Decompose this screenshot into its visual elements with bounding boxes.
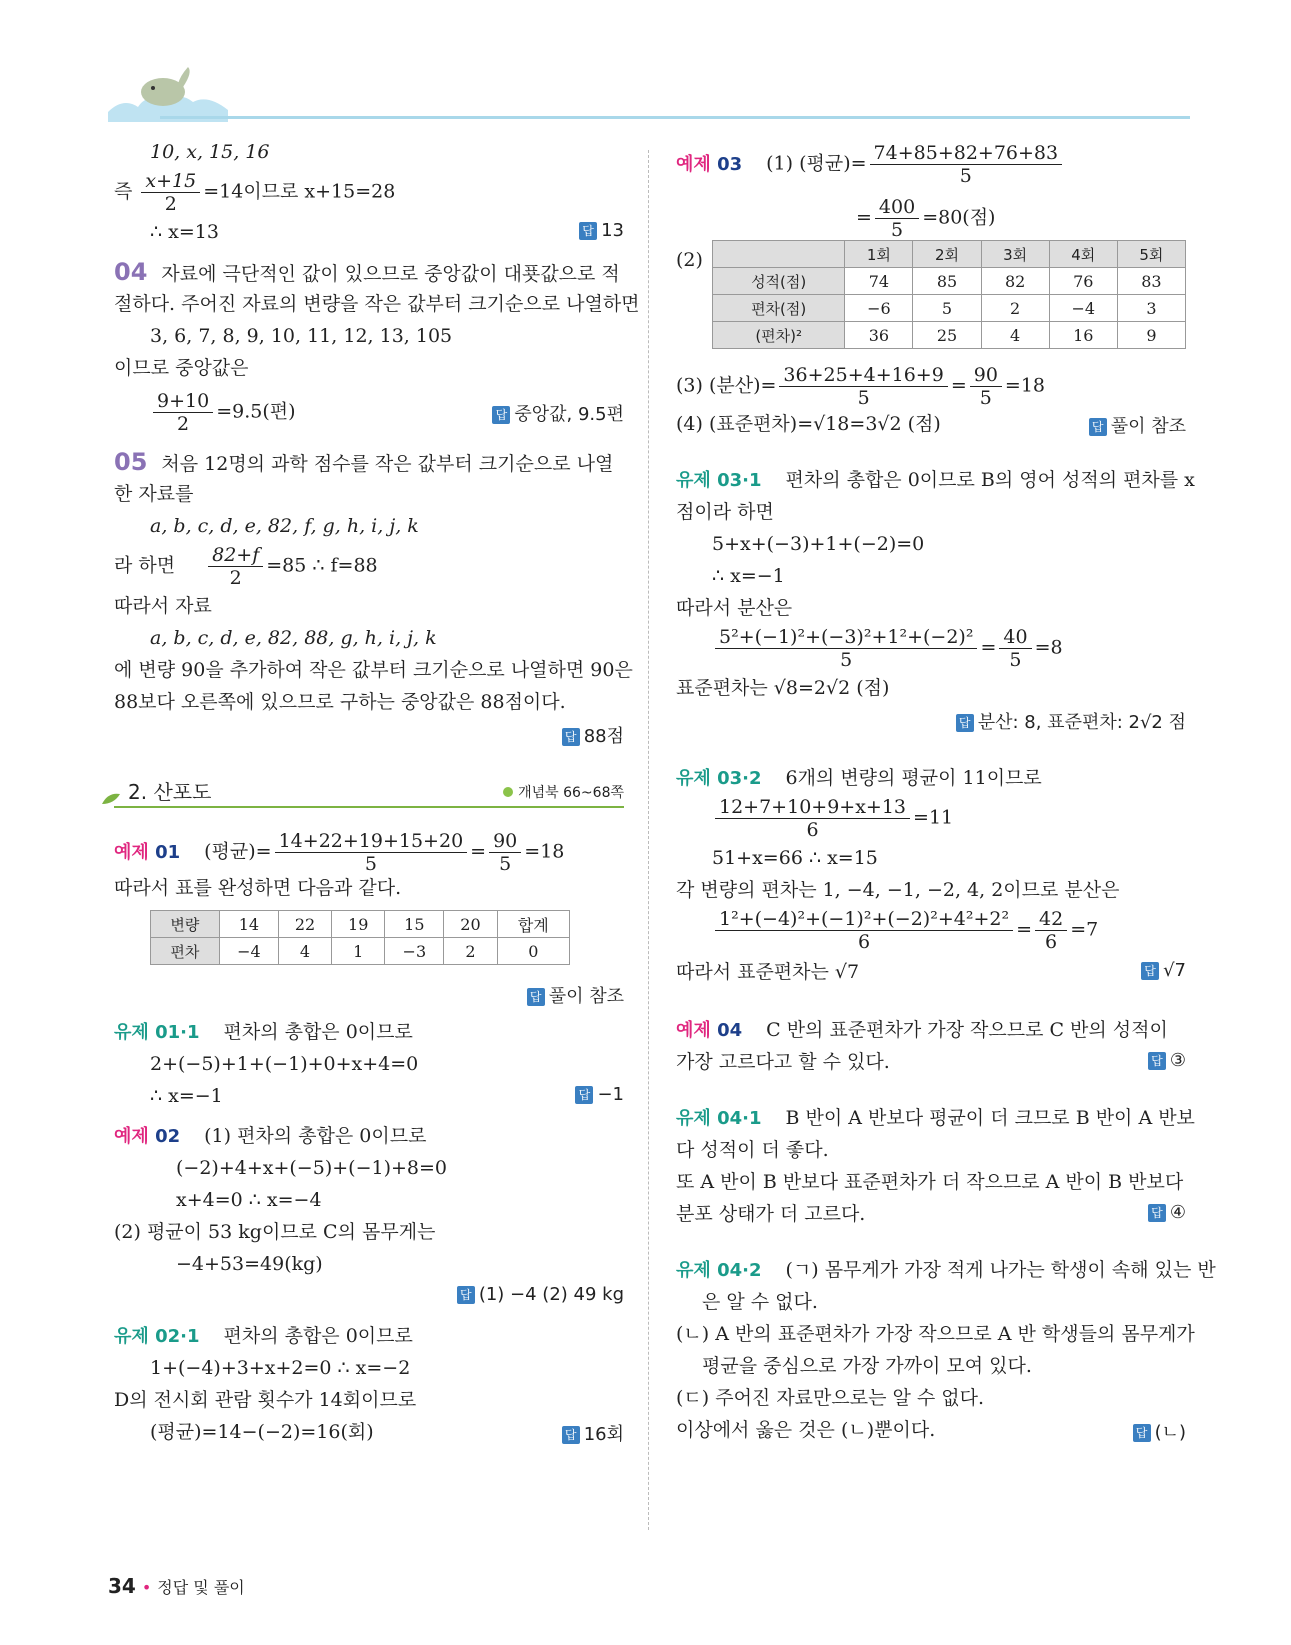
table-cell: 15 xyxy=(385,911,444,938)
formula-line xyxy=(712,626,1063,671)
numerator: 400 xyxy=(875,196,919,219)
text-line: 이므로 중앙값은 xyxy=(114,357,249,379)
table-cell: 1회 xyxy=(845,241,913,268)
answer-label xyxy=(1148,1202,1186,1223)
answer-text: (1) −4 (2) 49 kg xyxy=(478,1284,624,1305)
formula-line xyxy=(676,364,1045,409)
label-number: 01·1 xyxy=(155,1022,200,1043)
text: 즉 xyxy=(114,180,133,203)
text: C 반의 표준편차가 가장 작으므로 C 반의 성적이 xyxy=(766,1019,1168,1041)
answer-label xyxy=(562,722,624,748)
exercise-label xyxy=(676,470,761,491)
text: =9.5(편) xyxy=(216,400,296,423)
text-line: ∴ x=13 xyxy=(150,221,219,243)
table-cell: 14 xyxy=(219,911,278,938)
table-cell: 85 xyxy=(913,268,981,295)
problem-number: 05 xyxy=(114,448,148,476)
table-cell: 19 xyxy=(332,911,385,938)
denominator: 2 xyxy=(164,193,177,215)
table-cell: 74 xyxy=(845,268,913,295)
answer-label xyxy=(1089,412,1186,438)
label-number: 03 xyxy=(717,153,743,175)
fraction xyxy=(489,830,521,875)
answer-text: 분산: 8, 표준편차: 2√2 점 xyxy=(977,712,1186,733)
exercise-02-1 xyxy=(114,1324,413,1349)
numerator: 42 xyxy=(1035,908,1067,931)
section-reference xyxy=(503,782,624,802)
exercise-label xyxy=(114,1022,199,1043)
numerator: 82+f xyxy=(208,544,263,567)
label-prefix: 유제 xyxy=(676,1260,711,1281)
table-row xyxy=(713,268,1186,295)
text: =18 xyxy=(524,840,565,863)
formula-line xyxy=(712,908,1098,953)
answer-text: 풀이 참조 xyxy=(1110,416,1186,437)
table-cell: −4 xyxy=(1049,295,1117,322)
exercise-03-1 xyxy=(676,468,1195,493)
answer-text: √7 xyxy=(1163,960,1186,981)
answer-label xyxy=(579,220,624,241)
answer-badge-icon: 답 xyxy=(579,222,597,240)
answer-label xyxy=(492,400,624,426)
denominator: 6 xyxy=(806,819,819,841)
formula-line xyxy=(150,390,296,435)
text: =14이므로 x+15=28 xyxy=(203,180,396,203)
label-number: 02 xyxy=(155,1126,181,1147)
text: 편차의 총합은 0이므로 B의 영어 성적의 편차를 x xyxy=(785,469,1195,491)
answer-text: 88점 xyxy=(583,726,624,747)
formula-line xyxy=(712,796,953,841)
exercise-01-1 xyxy=(114,1020,413,1045)
table-cell: 성적(점) xyxy=(713,268,845,295)
text-line: 절하다. 주어진 자료의 변량을 작은 값부터 크기순으로 나열하면 xyxy=(114,293,640,315)
fraction xyxy=(141,170,200,215)
answer-badge-icon: 답 xyxy=(1148,1052,1166,1070)
numerator: 90 xyxy=(970,364,1002,387)
label-prefix: 유제 xyxy=(676,1108,711,1129)
table-cell: 3회 xyxy=(981,241,1049,268)
page-number: 34 xyxy=(108,1574,136,1598)
text-line: (−2)+4+x+(−5)+(−1)+8=0 xyxy=(176,1157,448,1179)
table-cell: 83 xyxy=(1117,268,1185,295)
example-01 xyxy=(114,830,564,875)
answer-badge-icon: 답 xyxy=(492,406,510,424)
problem-04-header xyxy=(114,260,620,286)
text-line: (2) 평균이 53 kg이므로 C의 몸무게는 xyxy=(114,1221,436,1243)
label-prefix: 유제 xyxy=(114,1326,149,1347)
text-line: a, b, c, d, e, 82, 88, g, h, i, j, k xyxy=(150,627,437,649)
text-line: 88보다 오른쪽에 있으므로 구하는 중앙값은 88점이다. xyxy=(114,691,566,713)
table-cell: 25 xyxy=(913,322,981,349)
problem-05-header xyxy=(114,450,613,476)
text-line: 10, x, 15, 16 xyxy=(150,141,270,163)
table-row xyxy=(713,322,1186,349)
text-line: 2+(−5)+1+(−1)+0+x+4=0 xyxy=(150,1053,419,1075)
answer-badge-icon: 답 xyxy=(956,714,974,732)
exercise-label xyxy=(114,1326,199,1347)
formula-line xyxy=(114,170,395,215)
text-line: −4+53=49(kg) xyxy=(176,1253,323,1275)
answer-label xyxy=(956,708,1186,734)
text-line: 따라서 표를 완성하면 다음과 같다. xyxy=(114,877,402,899)
numerator: x+15 xyxy=(141,170,200,193)
example-03 xyxy=(676,142,1065,187)
answer-text: 풀이 참조 xyxy=(548,986,624,1007)
fraction xyxy=(275,830,468,875)
deviation-table xyxy=(150,910,570,965)
table-cell: 36 xyxy=(845,322,913,349)
text-line: 표준편차는 √8=2√2 (점) xyxy=(676,677,890,699)
page-footer xyxy=(108,1574,245,1598)
label-number: 03·2 xyxy=(717,768,762,789)
text-line: 1+(−4)+3+x+2=0 ∴ x=−2 xyxy=(150,1357,411,1379)
table-cell: 2 xyxy=(981,295,1049,322)
numerator: 5²+(−1)²+(−3)²+1²+(−2)² xyxy=(715,626,977,649)
column-divider xyxy=(648,150,649,1530)
fraction xyxy=(970,364,1002,409)
leaf-icon xyxy=(100,790,122,806)
text: = xyxy=(856,206,872,229)
answer-text: ③ xyxy=(1169,1050,1186,1071)
score-table xyxy=(712,240,1186,349)
text-line: 각 변량의 편차는 1, −4, −1, −2, 4, 2이므로 분산은 xyxy=(676,879,1120,901)
text-line: 5+x+(−3)+1+(−2)=0 xyxy=(712,533,925,555)
text: =80(점) xyxy=(922,206,996,229)
table-cell: 5 xyxy=(913,295,981,322)
denominator: 5 xyxy=(840,649,853,671)
text: B 반이 A 반보다 평균이 더 크므로 B 반이 A 반보 xyxy=(785,1107,1195,1129)
answer-label xyxy=(1141,960,1186,981)
text: 자료에 극단적인 값이 있으므로 중앙값이 대푯값으로 적 xyxy=(161,263,620,285)
label-prefix: 예제 xyxy=(676,153,711,175)
answer-badge-icon: 답 xyxy=(562,728,580,746)
text: (1) (평균)= xyxy=(766,152,867,175)
text: = xyxy=(470,840,487,863)
label-prefix: 예제 xyxy=(676,1020,711,1041)
label-prefix: 유제 xyxy=(676,470,711,491)
label-prefix: 예제 xyxy=(114,1126,149,1147)
table-cell: 76 xyxy=(1049,268,1117,295)
text-line: 평균을 중심으로 가장 가까이 모여 있다. xyxy=(702,1355,1032,1377)
denominator: 5 xyxy=(979,387,992,409)
label-prefix: 유제 xyxy=(676,768,711,789)
footer-label: 정답 및 풀이 xyxy=(157,1578,245,1597)
table-cell: (편차)² xyxy=(713,322,845,349)
answer-label xyxy=(562,1420,624,1446)
whale-illustration xyxy=(108,62,228,122)
fraction xyxy=(875,196,919,241)
denominator: 5 xyxy=(1009,649,1022,671)
exercise-label xyxy=(676,1260,761,1281)
bullet-icon xyxy=(503,787,513,797)
text: 6개의 변량의 평균이 11이므로 xyxy=(785,767,1042,789)
table-row xyxy=(151,911,570,938)
text-line: 은 알 수 없다. xyxy=(702,1291,818,1313)
exercise-03-2 xyxy=(676,766,1042,791)
fraction xyxy=(715,796,910,841)
text: (1) 편차의 총합은 0이므로 xyxy=(204,1125,427,1147)
text-line: 가장 고르다고 할 수 있다. xyxy=(676,1051,890,1073)
text-line: 분포 상태가 더 고르다. xyxy=(676,1203,866,1225)
numerator: 9+10 xyxy=(153,390,213,413)
text-line: 점이라 하면 xyxy=(676,501,774,523)
numerator: 14+22+19+15+20 xyxy=(275,830,468,853)
table-cell: 4회 xyxy=(1049,241,1117,268)
table-cell: 편차(점) xyxy=(713,295,845,322)
table-cell: 합계 xyxy=(497,911,569,938)
answer-badge-icon: 답 xyxy=(1089,418,1107,436)
table-row xyxy=(713,295,1186,322)
denominator: 6 xyxy=(857,931,871,953)
text-line: (ㄷ) 주어진 자료만으로는 알 수 없다. xyxy=(676,1387,985,1409)
answer-text: 16회 xyxy=(583,1424,624,1445)
answer-text: −1 xyxy=(597,1084,624,1105)
table-cell: 4 xyxy=(278,938,331,965)
table-row xyxy=(713,241,1186,268)
denominator: 5 xyxy=(959,165,972,187)
exercise-label xyxy=(676,768,761,789)
table-cell: 22 xyxy=(278,911,331,938)
example-04 xyxy=(676,1018,1168,1043)
text: =7 xyxy=(1070,918,1099,941)
numerator: 40 xyxy=(999,626,1031,649)
fraction xyxy=(870,142,1063,187)
denominator: 5 xyxy=(499,853,512,875)
table-cell: 변량 xyxy=(151,911,220,938)
example-02 xyxy=(114,1124,426,1149)
answer-label xyxy=(1148,1050,1186,1071)
answer-text: 중앙값, 9.5편 xyxy=(514,404,624,425)
text-line: (4) (표준편차)=√18=3√2 (점) xyxy=(676,413,941,435)
example-label xyxy=(676,154,742,175)
numerator: 12+7+10+9+x+13 xyxy=(715,796,910,819)
answer-label xyxy=(527,982,624,1008)
fraction xyxy=(999,626,1031,671)
text: (3) (분산)= xyxy=(676,374,777,397)
numerator: 1²+(−4)²+(−1)²+(−2)²+4²+2² xyxy=(715,908,1013,931)
table-cell: 20 xyxy=(444,911,497,938)
text-line: 한 자료를 xyxy=(114,483,194,505)
text: 편차의 총합은 0이므로 xyxy=(223,1021,413,1043)
denominator: 5 xyxy=(364,853,377,875)
text-line: 다 성적이 더 좋다. xyxy=(676,1139,829,1161)
text-line: (평균)=14−(−2)=16(회) xyxy=(150,1421,374,1443)
exercise-04-1 xyxy=(676,1106,1195,1131)
table-cell: 0 xyxy=(497,938,569,965)
denominator: 5 xyxy=(891,219,904,241)
answer-label xyxy=(457,1284,624,1305)
text-line: 51+x=66 ∴ x=15 xyxy=(712,847,878,869)
table-cell: 5회 xyxy=(1117,241,1185,268)
table-cell: 16 xyxy=(1049,322,1117,349)
answer-badge-icon: 답 xyxy=(457,1286,475,1304)
problem-number: 04 xyxy=(114,258,148,286)
table-cell xyxy=(713,241,845,268)
text: (평균)= xyxy=(204,840,272,863)
answer-text: ④ xyxy=(1169,1202,1186,1223)
text: 편차의 총합은 0이므로 xyxy=(223,1325,413,1347)
table-cell: 편차 xyxy=(151,938,220,965)
denominator: 2 xyxy=(229,567,242,589)
fraction xyxy=(715,626,977,671)
formula-line xyxy=(856,196,995,241)
fraction xyxy=(779,364,947,409)
fraction xyxy=(208,544,263,589)
text: =85 ∴ f=88 xyxy=(266,554,378,577)
example-label xyxy=(114,842,180,863)
text: = xyxy=(1016,918,1032,941)
denominator: 5 xyxy=(857,387,870,409)
text: 처음 12명의 과학 점수를 작은 값부터 크기순으로 나열 xyxy=(161,453,614,475)
text: (ㄱ) 몸무게가 가장 적게 나가는 학생이 속해 있는 반 xyxy=(785,1259,1216,1281)
text: 라 하면 xyxy=(114,554,176,577)
table-row xyxy=(151,938,570,965)
header-rule xyxy=(160,116,1190,119)
table-cell: 9 xyxy=(1117,322,1185,349)
text-line: (ㄴ) A 반의 표준편차가 가장 작으므로 A 반 학생들의 몸무게가 xyxy=(676,1323,1195,1345)
text-line: x+4=0 ∴ x=−4 xyxy=(176,1189,322,1211)
text-line: ∴ x=−1 xyxy=(712,565,785,587)
table-cell: 2 xyxy=(444,938,497,965)
table-cell: 3 xyxy=(1117,295,1185,322)
reference-text: 개념북 66~68쪽 xyxy=(518,785,624,801)
text-line: 또 A 반이 B 반보다 표준편차가 더 작으므로 A 반이 B 반보다 xyxy=(676,1171,1184,1193)
table-cell: −4 xyxy=(219,938,278,965)
text: =18 xyxy=(1004,374,1046,397)
section-heading xyxy=(114,776,624,808)
text: = xyxy=(980,636,997,659)
fraction xyxy=(715,908,1013,953)
text-line: a, b, c, d, e, 82, f, g, h, i, j, k xyxy=(150,515,419,537)
text-line: ∴ x=−1 xyxy=(150,1085,223,1107)
answer-badge-icon: 답 xyxy=(1133,1424,1151,1442)
exercise-label xyxy=(676,1108,761,1129)
label-number: 04·1 xyxy=(717,1108,762,1129)
exercise-04-2 xyxy=(676,1258,1216,1283)
numerator: 36+25+4+16+9 xyxy=(779,364,947,387)
example-label xyxy=(114,1126,180,1147)
text-line: 따라서 분산은 xyxy=(676,597,793,619)
label-prefix: 유제 xyxy=(114,1022,149,1043)
text-line: 따라서 표준편차는 √7 xyxy=(676,961,860,983)
label-prefix: 예제 xyxy=(114,841,149,863)
answer-label xyxy=(1133,1418,1186,1444)
text-line: (2) xyxy=(676,249,703,271)
text-line: 에 변량 90을 추가하여 작은 값부터 크기순으로 나열하면 90은 xyxy=(114,659,633,681)
example-label xyxy=(676,1020,742,1041)
text-line: 따라서 자료 xyxy=(114,595,212,617)
answer-badge-icon: 답 xyxy=(1148,1204,1166,1222)
label-number: 03·1 xyxy=(717,470,762,491)
table-cell: 82 xyxy=(981,268,1049,295)
answer-badge-icon: 답 xyxy=(527,988,545,1006)
text-line: 3, 6, 7, 8, 9, 10, 11, 12, 13, 105 xyxy=(150,325,453,347)
text: =11 xyxy=(913,806,954,829)
numerator: 90 xyxy=(489,830,521,853)
label-number: 01 xyxy=(155,841,181,863)
fraction xyxy=(153,390,213,435)
label-number: 04 xyxy=(717,1020,743,1041)
label-number: 04·2 xyxy=(717,1260,762,1281)
table-cell: −6 xyxy=(845,295,913,322)
denominator: 6 xyxy=(1045,931,1058,953)
denominator: 2 xyxy=(177,413,190,435)
answer-badge-icon: 답 xyxy=(562,1426,580,1444)
section-title: 2. 산포도 xyxy=(128,780,212,804)
formula-line xyxy=(114,544,378,589)
answer-text: 13 xyxy=(601,220,624,241)
text-line: 이상에서 옳은 것은 (ㄴ)뿐이다. xyxy=(676,1419,936,1441)
text-line: D의 전시회 관람 횟수가 14회이므로 xyxy=(114,1389,417,1411)
text: = xyxy=(950,374,967,397)
table-cell: 4 xyxy=(981,322,1049,349)
numerator: 74+85+82+76+83 xyxy=(870,142,1063,165)
answer-badge-icon: 답 xyxy=(575,1086,593,1104)
answer-badge-icon: 답 xyxy=(1141,962,1159,980)
answer-text: (ㄴ) xyxy=(1154,1422,1186,1443)
separator-dot: • xyxy=(141,1578,152,1597)
table-cell: 1 xyxy=(332,938,385,965)
fraction xyxy=(1035,908,1067,953)
table-cell: −3 xyxy=(385,938,444,965)
text: =8 xyxy=(1034,636,1063,659)
table-cell: 2회 xyxy=(913,241,981,268)
answer-label xyxy=(575,1084,624,1105)
label-number: 02·1 xyxy=(155,1326,200,1347)
